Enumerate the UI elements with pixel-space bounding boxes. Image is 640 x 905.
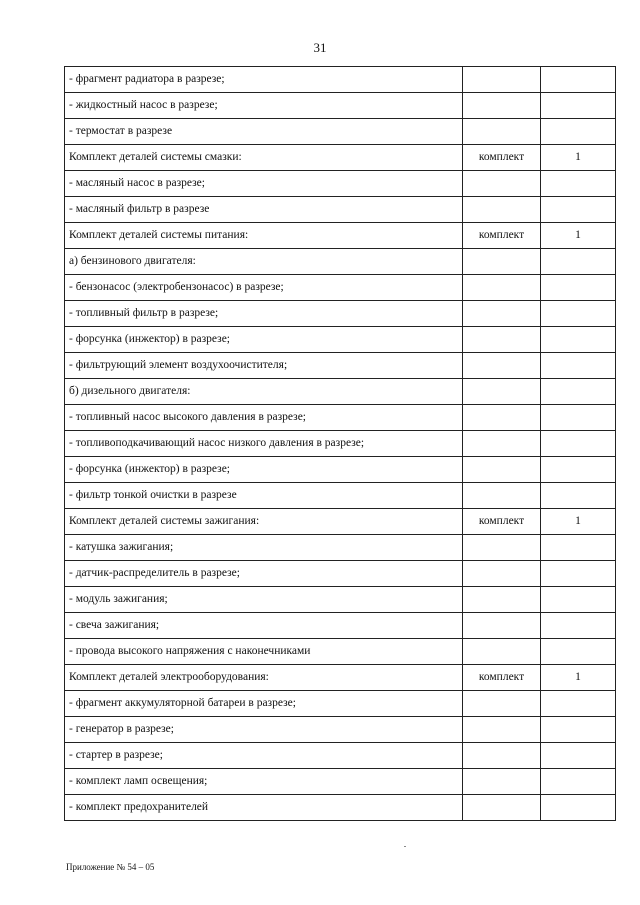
item-name-cell: - фильтр тонкой очистки в разрезе bbox=[65, 483, 463, 509]
unit-cell bbox=[463, 431, 541, 457]
scan-speck bbox=[404, 846, 406, 847]
quantity-cell bbox=[541, 379, 616, 405]
table-row bbox=[65, 327, 616, 353]
unit-cell bbox=[463, 587, 541, 613]
table-row bbox=[65, 249, 616, 275]
item-name-cell: - фрагмент радиатора в разрезе; bbox=[65, 67, 463, 93]
table-row bbox=[65, 457, 616, 483]
unit-cell bbox=[463, 171, 541, 197]
item-name-cell: Комплект деталей системы питания: bbox=[65, 223, 463, 249]
table-row bbox=[65, 535, 616, 561]
quantity-cell bbox=[541, 535, 616, 561]
unit-cell bbox=[463, 249, 541, 275]
item-name-cell: - топливоподкачивающий насос низкого давления в разрезе; bbox=[65, 431, 463, 457]
table-row bbox=[65, 795, 616, 821]
table-row bbox=[65, 587, 616, 613]
table-row bbox=[65, 743, 616, 769]
unit-cell bbox=[463, 769, 541, 795]
unit-cell bbox=[463, 327, 541, 353]
item-name-cell: - масляный фильтр в разрезе bbox=[65, 197, 463, 223]
unit-cell: комплект bbox=[463, 509, 541, 535]
quantity-cell bbox=[541, 93, 616, 119]
table-row bbox=[65, 769, 616, 795]
unit-cell bbox=[463, 119, 541, 145]
unit-cell bbox=[463, 561, 541, 587]
quantity-cell bbox=[541, 587, 616, 613]
unit-cell bbox=[463, 93, 541, 119]
quantity-cell bbox=[541, 613, 616, 639]
quantity-cell bbox=[541, 691, 616, 717]
table-row bbox=[65, 379, 616, 405]
item-name-cell: Комплект деталей системы смазки: bbox=[65, 145, 463, 171]
item-name-cell: а) бензинового двигателя: bbox=[65, 249, 463, 275]
page-number: 31 bbox=[313, 40, 327, 55]
table-row bbox=[65, 119, 616, 145]
unit-cell bbox=[463, 379, 541, 405]
item-name-cell: - модуль зажигания; bbox=[65, 587, 463, 613]
unit-cell bbox=[463, 743, 541, 769]
quantity-cell bbox=[541, 171, 616, 197]
quantity-cell: 1 bbox=[541, 665, 616, 691]
table-row bbox=[65, 405, 616, 431]
item-name-cell: - жидкостный насос в разрезе; bbox=[65, 93, 463, 119]
quantity-cell bbox=[541, 353, 616, 379]
table-row bbox=[65, 67, 616, 93]
table-body bbox=[65, 67, 616, 821]
table-row bbox=[65, 353, 616, 379]
quantity-cell bbox=[541, 249, 616, 275]
item-name-cell: - фильтрующий элемент воздухоочистителя; bbox=[65, 353, 463, 379]
item-name-cell: - катушка зажигания; bbox=[65, 535, 463, 561]
unit-cell bbox=[463, 457, 541, 483]
quantity-cell bbox=[541, 197, 616, 223]
quantity-cell bbox=[541, 561, 616, 587]
item-name-cell: - комплект ламп освещения; bbox=[65, 769, 463, 795]
item-name-cell: - бензонасос (электробензонасос) в разрезе; bbox=[65, 275, 463, 301]
item-name-cell: - свеча зажигания; bbox=[65, 613, 463, 639]
unit-cell bbox=[463, 691, 541, 717]
unit-cell bbox=[463, 197, 541, 223]
quantity-cell: 1 bbox=[541, 145, 616, 171]
unit-cell bbox=[463, 535, 541, 561]
footer-note: Приложение № 54 – 05 bbox=[66, 862, 155, 872]
table-row bbox=[65, 717, 616, 743]
table-row bbox=[65, 639, 616, 665]
unit-cell bbox=[463, 795, 541, 821]
unit-cell bbox=[463, 353, 541, 379]
unit-cell: комплект bbox=[463, 223, 541, 249]
item-name-cell: Комплект деталей системы зажигания: bbox=[65, 509, 463, 535]
quantity-cell bbox=[541, 639, 616, 665]
table-row bbox=[65, 275, 616, 301]
quantity-cell bbox=[541, 67, 616, 93]
unit-cell bbox=[463, 483, 541, 509]
quantity-cell bbox=[541, 483, 616, 509]
unit-cell: комплект bbox=[463, 145, 541, 171]
table-row bbox=[65, 197, 616, 223]
item-name-cell: Комплект деталей электрооборудования: bbox=[65, 665, 463, 691]
table-row bbox=[65, 145, 616, 171]
item-name-cell: - масляный насос в разрезе; bbox=[65, 171, 463, 197]
quantity-cell bbox=[541, 743, 616, 769]
item-name-cell: - термостат в разрезе bbox=[65, 119, 463, 145]
item-name-cell: - комплект предохранителей bbox=[65, 795, 463, 821]
quantity-cell: 1 bbox=[541, 223, 616, 249]
unit-cell bbox=[463, 717, 541, 743]
item-name-cell: - фрагмент аккумуляторной батареи в разрезе; bbox=[65, 691, 463, 717]
quantity-cell bbox=[541, 405, 616, 431]
item-name-cell: - датчик-распределитель в разрезе; bbox=[65, 561, 463, 587]
unit-cell bbox=[463, 67, 541, 93]
quantity-cell bbox=[541, 275, 616, 301]
table-row bbox=[65, 483, 616, 509]
item-name-cell: б) дизельного двигателя: bbox=[65, 379, 463, 405]
item-name-cell: - форсунка (инжектор) в разрезе; bbox=[65, 327, 463, 353]
item-name-cell: - генератор в разрезе; bbox=[65, 717, 463, 743]
table-row bbox=[65, 509, 616, 535]
unit-cell bbox=[463, 275, 541, 301]
table-row bbox=[65, 223, 616, 249]
unit-cell bbox=[463, 405, 541, 431]
unit-cell bbox=[463, 301, 541, 327]
quantity-cell bbox=[541, 119, 616, 145]
table-row bbox=[65, 301, 616, 327]
quantity-cell bbox=[541, 717, 616, 743]
quantity-cell bbox=[541, 431, 616, 457]
quantity-cell bbox=[541, 301, 616, 327]
quantity-cell bbox=[541, 327, 616, 353]
item-name-cell: - топливный фильтр в разрезе; bbox=[65, 301, 463, 327]
quantity-cell bbox=[541, 457, 616, 483]
table-row bbox=[65, 665, 616, 691]
table-row bbox=[65, 171, 616, 197]
quantity-cell bbox=[541, 769, 616, 795]
item-name-cell: - топливный насос высокого давления в разрезе; bbox=[65, 405, 463, 431]
item-name-cell: - стартер в разрезе; bbox=[65, 743, 463, 769]
item-name-cell: - форсунка (инжектор) в разрезе; bbox=[65, 457, 463, 483]
item-name-cell: - провода высокого напряжения с наконечниками bbox=[65, 639, 463, 665]
equipment-table bbox=[64, 66, 616, 821]
unit-cell: комплект bbox=[463, 665, 541, 691]
unit-cell bbox=[463, 639, 541, 665]
table-row bbox=[65, 431, 616, 457]
table-row bbox=[65, 691, 616, 717]
quantity-cell bbox=[541, 795, 616, 821]
quantity-cell: 1 bbox=[541, 509, 616, 535]
table-row bbox=[65, 561, 616, 587]
table-row bbox=[65, 93, 616, 119]
unit-cell bbox=[463, 613, 541, 639]
table-row bbox=[65, 613, 616, 639]
